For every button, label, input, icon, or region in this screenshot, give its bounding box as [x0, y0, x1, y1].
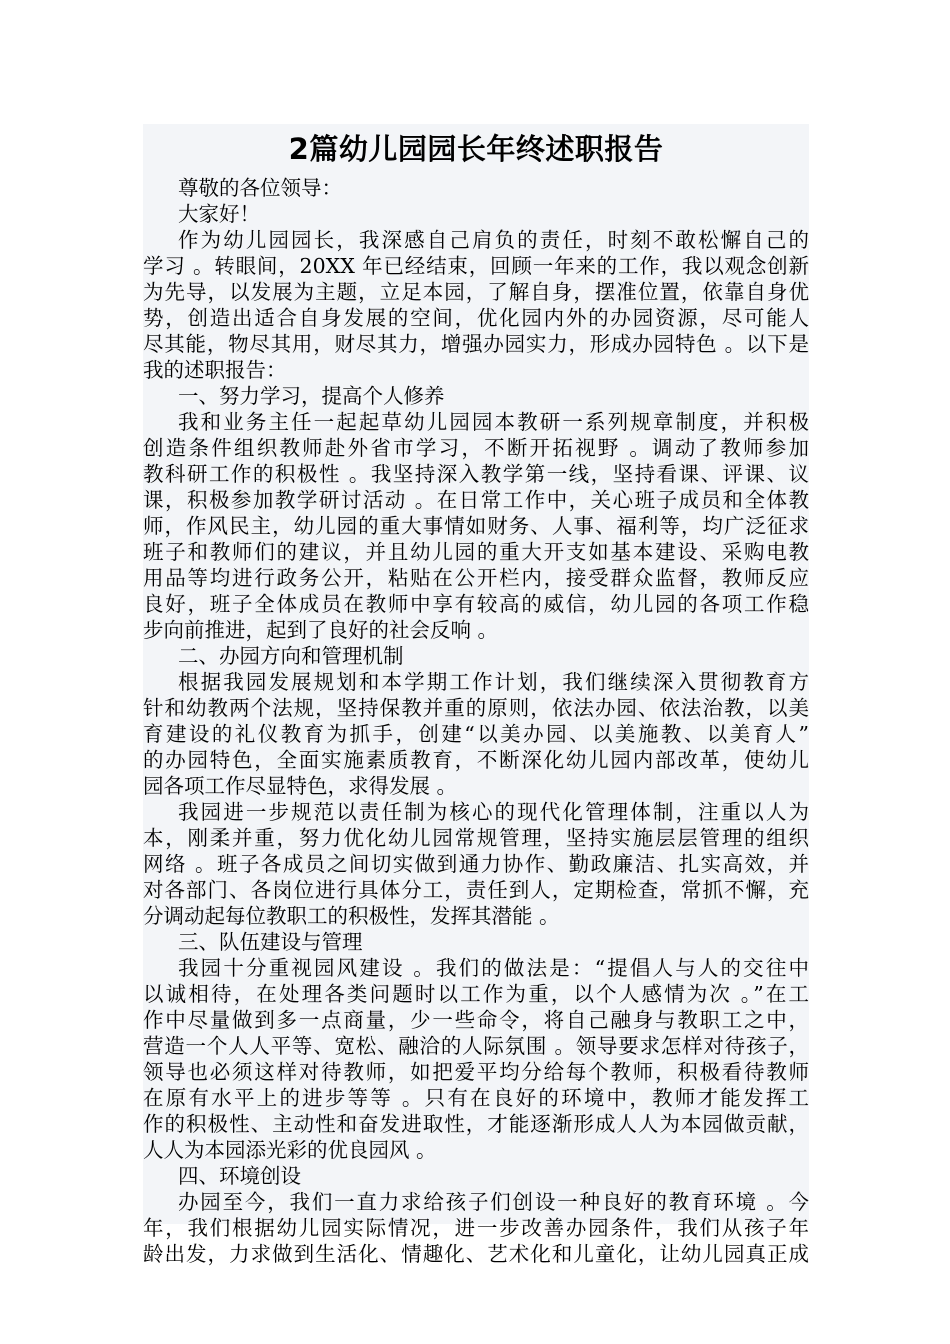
paragraph-line: 人人为本园添光彩的优良园风 。	[143, 1138, 437, 1162]
paragraph-line: 步向前推进，起到了良好的社会反响 。	[143, 618, 499, 642]
paragraph-line: 学习 。转眼间，20XX 年已经结束，回顾一年来的工作，我以观念创新	[143, 254, 809, 278]
paragraph-line: 在原有水平上的进步等等 。只有在良好的环境中，教师才能发挥工	[143, 1086, 809, 1110]
paragraph-line: 我的述职报告：	[143, 358, 287, 382]
paragraph-line: 我园十分重视园风建设 。我们的做法是：“提倡人与人的交往中	[178, 956, 809, 980]
paragraph-line: 以诚相待，在处理各类问题时以工作为重，以个人感情为次 。”在工	[143, 982, 809, 1006]
paragraph-line: 作的积极性、主动性和奋发进取性，才能逐渐形成人人为本园做贡献，	[143, 1112, 809, 1136]
salutation-line: 尊敬的各位领导：	[178, 176, 342, 200]
paragraph-line: 教科研工作的积极性 。我坚持深入教学第一线，坚持看课、评课、议	[143, 462, 809, 486]
paragraph-line: 营造一个人人平等、宽松、融洽的人际氛围 。领导要求怎样对待孩子，	[143, 1034, 809, 1058]
paragraph-line: 班子和教师们的建议，并且幼儿园的重大开支如基本建设、采购电教	[143, 540, 809, 564]
paragraph-line: 针和幼教两个法规，坚持保教并重的原则，依法办园、依法治教，以美	[143, 696, 809, 720]
document-title: 2篇幼儿园园长年终述职报告	[288, 132, 664, 166]
paragraph-line: 领导也必须这样对待教师，如把爱平均分给每个教师，积极看待教师	[143, 1060, 809, 1084]
paragraph-line: 网络 。班子各成员之间切实做到通力协作、勤政廉洁、扎实高效，并	[143, 852, 809, 876]
paragraph-line: 师，作风民主，幼儿园的重大事情如财务、人事、福利等，均广泛征求	[143, 514, 809, 538]
paragraph-line: 我和业务主任一起起草幼儿园园本教研一系列规章制度，并积极	[178, 410, 809, 434]
paragraph-line: 根据我园发展规划和本学期工作计划，我们继续深入贯彻教育方	[178, 670, 809, 694]
paragraph-line: 育建设的礼仪教育为抓手，创建“以美办园、以美施教、以美育人”	[143, 722, 809, 746]
paragraph-line: 分调动起每位教职工的积极性，发挥其潜能 。	[143, 904, 560, 928]
paragraph-line: 势，创造出适合自身发展的空间，优化园内外的办园资源，尽可能人	[143, 306, 809, 330]
paragraph-line: 作中尽量做到多一点商量，少一些命令，将自己融身与教职工之中，	[143, 1008, 809, 1032]
section-heading-1: 一、努力学习，提高个人修养	[178, 384, 445, 408]
greeting-line: 大家好！	[178, 202, 260, 226]
paragraph-line: 尽其能，物尽其用，财尽其力，增强办园实力，形成办园特色 。以下是	[143, 332, 809, 356]
paragraph-line: 办园至今，我们一直力求给孩子们创设一种良好的教育环境 。今	[178, 1190, 809, 1214]
paragraph-line: 良好，班子全体成员在教师中享有较高的威信，幼儿园的各项工作稳	[143, 592, 809, 616]
paragraph-line: 龄出发，力求做到生活化、情趣化、艺术化和儿童化，让幼儿园真正成	[143, 1242, 809, 1266]
paragraph-line: 用品等均进行政务公开，粘贴在公开栏内，接受群众监督，教师反应	[143, 566, 809, 590]
paragraph-line: 作为幼儿园园长，我深感自己肩负的责任，时刻不敢松懈自己的	[178, 228, 809, 252]
paragraph-line: 我园进一步规范以责任制为核心的现代化管理体制，注重以人为	[178, 800, 809, 824]
section-heading-3: 三、队伍建设与管理	[178, 930, 363, 954]
paragraph-line: 课，积极参加教学研讨活动 。在日常工作中，关心班子成员和全体教	[143, 488, 809, 512]
paragraph-line: 为先导，以发展为主题，立足本园，了解自身，摆准位置，依靠自身优	[143, 280, 809, 304]
section-heading-4: 四、环境创设	[178, 1164, 301, 1188]
paragraph-line: 园各项工作尽显特色，求得发展 。	[143, 774, 458, 798]
paragraph-line: 对各部门、各岗位进行具体分工，责任到人，定期检查，常抓不懈，充	[143, 878, 809, 902]
paragraph-line: 的办园特色，全面实施素质教育，不断深化幼儿园内部改革，使幼儿	[143, 748, 809, 772]
paragraph-line: 创造条件组织教师赴外省市学习，不断开拓视野 。调动了教师参加	[143, 436, 809, 460]
section-heading-2: 二、办园方向和管理机制	[178, 644, 404, 668]
paragraph-line: 年，我们根据幼儿园实际情况，进一步改善办园条件，我们从孩子年	[143, 1216, 809, 1240]
paragraph-line: 本，刚柔并重，努力优化幼儿园常规管理，坚持实施层层管理的组织	[143, 826, 809, 850]
